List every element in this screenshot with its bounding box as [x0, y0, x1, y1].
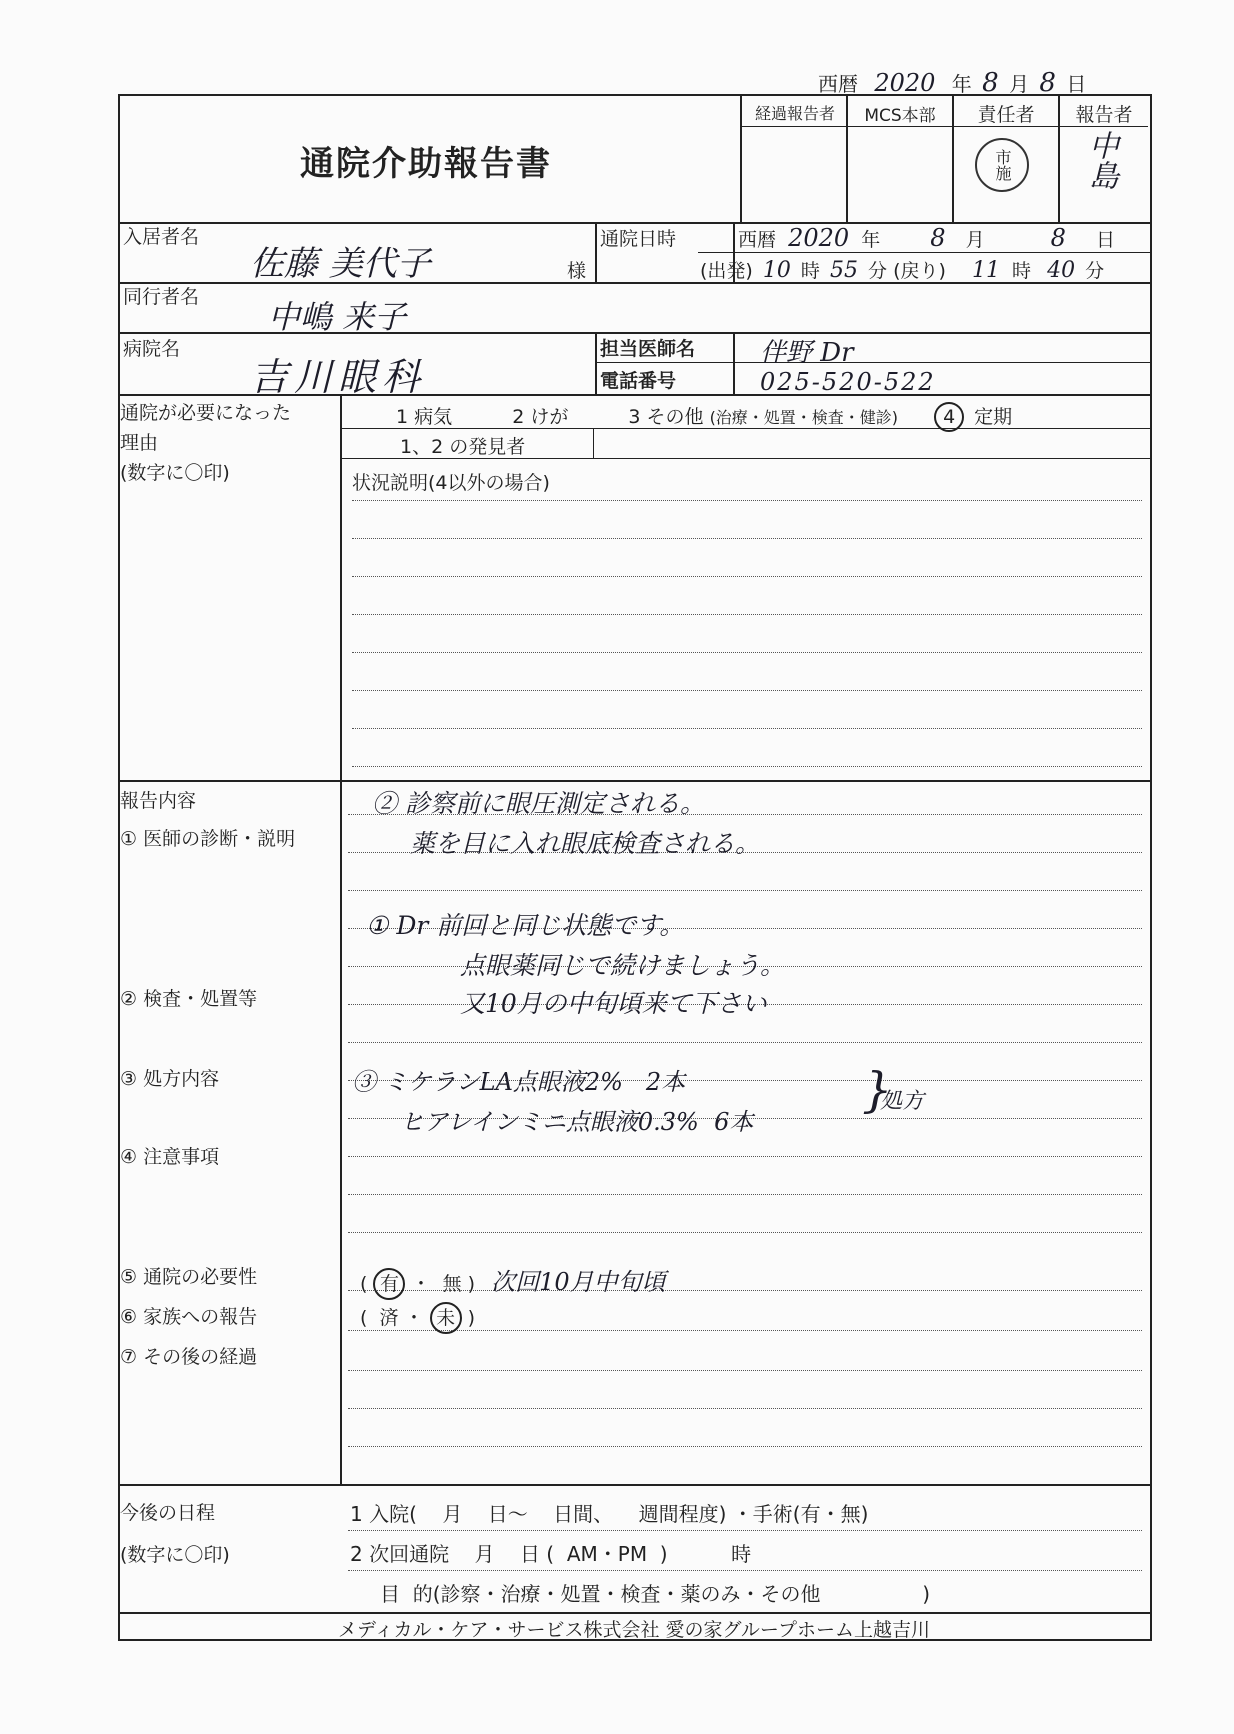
reason-label-3: (数字に〇印) — [120, 462, 230, 484]
report-item-exam: ② 検査・処置等 — [120, 988, 258, 1010]
visit-time-line — [700, 256, 1104, 283]
visit-date-label: 通院日時 — [600, 228, 677, 250]
visit-date-year: 2020 — [788, 224, 850, 252]
note-line-6: ③ ミケランLA点眼液2% 2本 — [352, 1068, 686, 1096]
family-sep: ・ — [404, 1307, 424, 1329]
resident-label: 入居者名 — [123, 226, 200, 248]
visit-date-era: 西暦 — [738, 229, 777, 251]
approval-header-reporter: 報告者 — [1075, 104, 1133, 126]
manager-seal — [975, 138, 1029, 192]
note-line-1: ② 診察前に眼圧測定される。 — [372, 789, 705, 818]
schedule-line-2: 2 次回通院 月 日 ( AM・PM ) 時 — [350, 1542, 752, 1566]
reason-option-other-detail: (治療・処置・検査・健診) — [709, 408, 899, 427]
return-hour-label: 時 — [1012, 260, 1032, 282]
resident-honorific: 様 — [567, 260, 587, 282]
depart-hour: 10 — [762, 258, 791, 283]
report-item-necessity: ⑤ 通院の必要性 — [120, 1266, 258, 1288]
reason-options — [396, 402, 1012, 432]
note-line-7: ヒアレインミニ点眼液0.3% 6本 — [400, 1108, 754, 1136]
date-month: 8 — [982, 68, 999, 98]
approval-header-mcs: MCS本部 — [864, 106, 936, 126]
note-line-4: 点眼薬同じで続けましょう。 — [460, 951, 786, 980]
depart-minute-label: 分 — [868, 260, 888, 282]
note-line-5: 又10月の中旬頃来て下さい — [460, 989, 767, 1018]
necessity-options — [360, 1262, 666, 1300]
footer-company: メディカル・ケア・サービス株式会社 愛の家グループホーム上越吉川 — [337, 1619, 930, 1641]
necessity-sep: ・ — [411, 1273, 431, 1295]
manager-seal-text: 市施 — [993, 149, 1012, 181]
doctor-name: 伴野 Dr — [760, 338, 854, 368]
date-year: 2020 — [874, 69, 936, 97]
visit-date-day-label: 日 — [1095, 229, 1115, 251]
note-line-8: 処方 — [880, 1089, 925, 1114]
necessity-note: 次回10月中旬頃 — [491, 1268, 666, 1296]
hospital-name: 吉川眼科 — [250, 355, 427, 399]
necessity-no: 無 — [442, 1273, 462, 1295]
depart-hour-label: 時 — [800, 260, 820, 282]
doctor-label: 担当医師名 — [600, 338, 696, 360]
note-line-2: 薬を目に入れ眼底検査される。 — [410, 829, 761, 858]
family-open: ( — [360, 1307, 368, 1329]
reason-option-illness: 1 病気 — [396, 406, 453, 428]
phone-number: 025-520-522 — [760, 368, 936, 396]
reason-option-other: 3 その他 — [628, 406, 704, 428]
date-era: 西暦 — [818, 72, 858, 96]
hospital-label: 病院名 — [123, 338, 181, 360]
note-prescription-bracket: } — [862, 1062, 893, 1118]
family-close: ) — [467, 1307, 476, 1329]
situation-label: 状況説明(4以外の場合) — [352, 472, 550, 494]
approval-header-progress: 経過報告者 — [754, 104, 835, 123]
family-not: 未 — [430, 1302, 462, 1334]
reason-option-regular-number: 4 — [934, 402, 964, 432]
companion-label: 同行者名 — [123, 286, 200, 308]
note-line-3: ① Dr 前回と同じ状態です。 — [366, 911, 685, 940]
reason-option-regular: 定期 — [974, 406, 1013, 428]
visit-date-year-label: 年 — [861, 229, 881, 251]
necessity-yes: 有 — [373, 1268, 405, 1300]
reason-option-injury: 2 けが — [512, 406, 569, 428]
report-item-diagnosis: ① 医師の診断・説明 — [120, 828, 296, 850]
reason-finder: 1、2 の発見者 — [400, 436, 526, 458]
visit-date-day: 8 — [1050, 224, 1066, 252]
return-minute: 40 — [1047, 258, 1076, 283]
report-item-prescription: ③ 処方内容 — [120, 1068, 220, 1090]
visit-date-month-label: 月 — [965, 229, 985, 251]
return-label: (戻り) — [893, 260, 946, 282]
family-options — [360, 1302, 475, 1334]
necessity-open: ( — [360, 1273, 368, 1295]
family-done: 済 — [379, 1307, 399, 1329]
approval-header-manager: 責任者 — [977, 104, 1035, 126]
reporter-signature: 中島 — [1083, 130, 1118, 190]
report-label: 報告内容 — [120, 790, 197, 812]
resident-name: 佐藤 美代子 — [250, 244, 431, 284]
date-day-label: 日 — [1066, 72, 1087, 96]
phone-label: 電話番号 — [600, 370, 677, 392]
schedule-label-2: (数字に〇印) — [120, 1544, 230, 1566]
depart-label: (出発) — [700, 260, 753, 282]
reason-label-2: 理由 — [120, 432, 159, 454]
reason-label-1: 通院が必要になった — [120, 402, 292, 424]
schedule-label-1: 今後の日程 — [120, 1502, 216, 1524]
date-month-label: 月 — [1009, 72, 1030, 96]
report-item-caution: ④ 注意事項 — [120, 1146, 220, 1168]
visit-date-month: 8 — [930, 224, 946, 252]
return-minute-label: 分 — [1085, 260, 1105, 282]
page-title: 通院介助報告書 — [300, 144, 552, 184]
schedule-line-1: 1 入院( 月 日〜 日間、 週間程度) ・手術(有・無) — [350, 1502, 869, 1526]
return-hour: 11 — [971, 258, 1000, 283]
date-day: 8 — [1039, 68, 1056, 98]
report-item-family: ⑥ 家族への報告 — [120, 1306, 258, 1328]
date-year-label: 年 — [951, 72, 972, 96]
depart-minute: 55 — [829, 258, 858, 283]
report-item-followup: ⑦ その後の経過 — [120, 1346, 258, 1368]
schedule-line-3: 目 的(診察・治療・処置・検査・薬のみ・その他 ) — [380, 1582, 931, 1606]
companion-name: 中嶋 来子 — [268, 298, 407, 336]
necessity-close: ) — [467, 1273, 476, 1295]
visit-date-line — [738, 224, 1115, 252]
